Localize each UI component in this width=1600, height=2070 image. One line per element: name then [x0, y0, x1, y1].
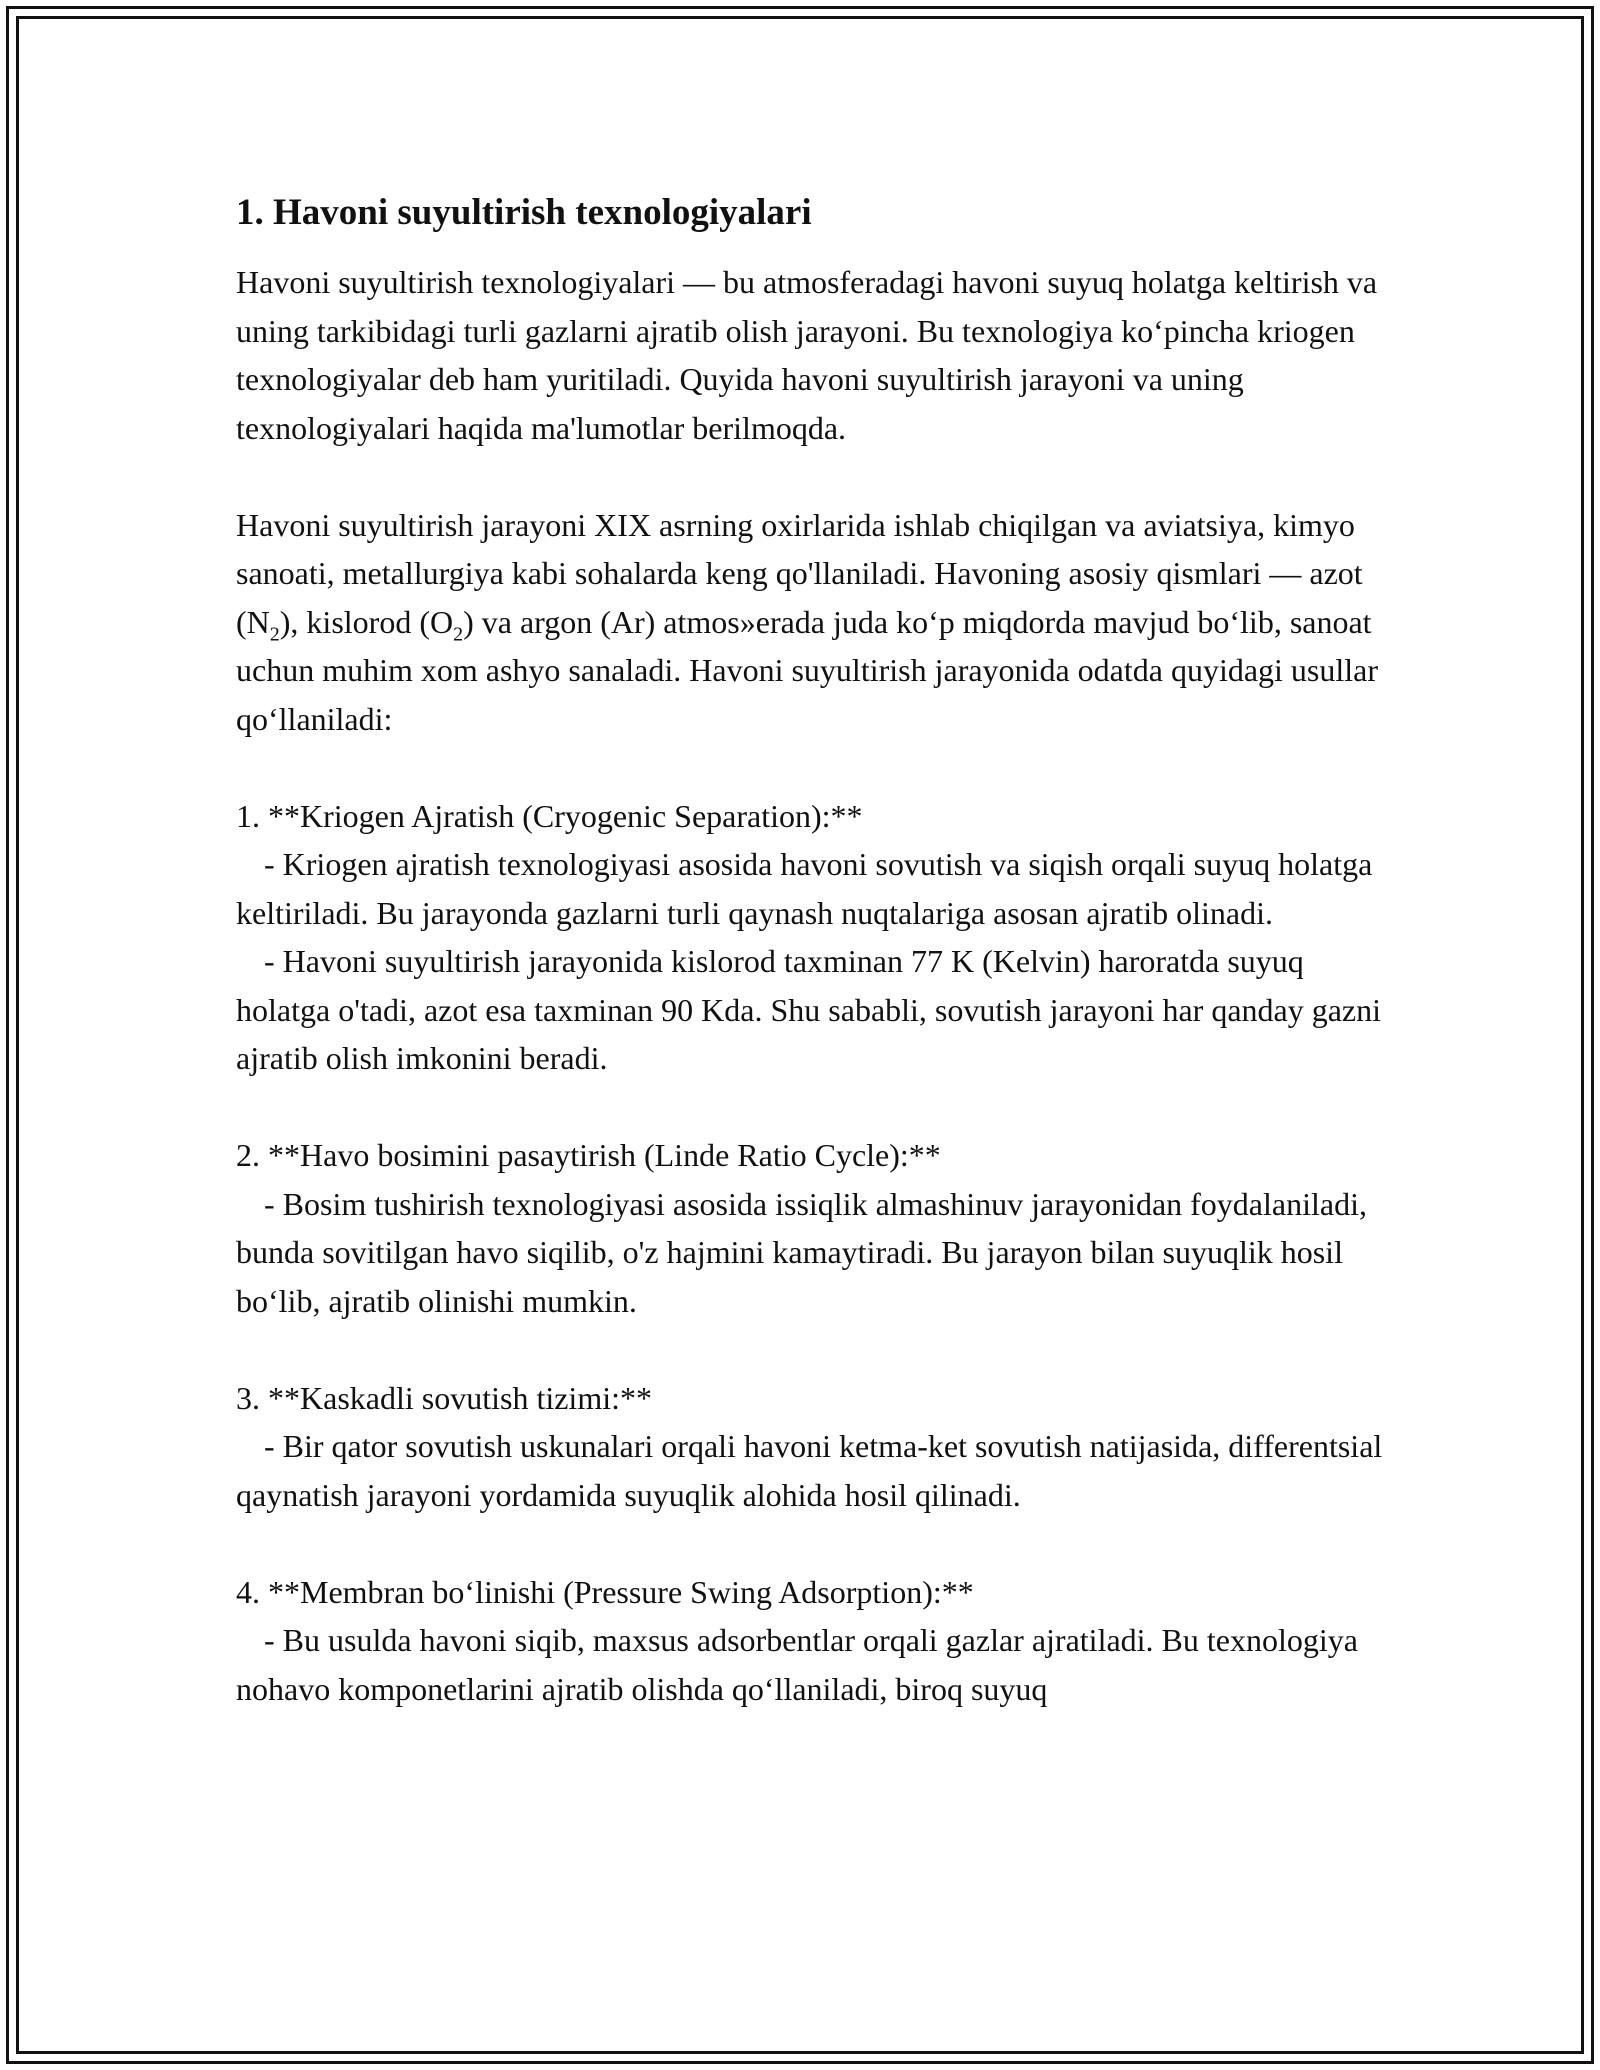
method-block-3 [236, 1374, 1386, 1520]
method-point-text: - Havoni suyultirish jarayonida kislorod taxminan 77 K (Kelvin) haroratda suyuq holatga o'tadi, azot esa taxminan 90 Kda. Shu sababli, sovutish jarayoni har qanday gazni ajratib olish imkonini beradi. [236, 943, 1382, 1076]
method-point-text: - Bu usulda havoni siqib, maxsus adsorbentlar orqali gazlar ajratiladi. Bu texnologiya nohavo komponetlarini ajratib olishda qo‘llaniladi, biroq suyuq [236, 1622, 1358, 1707]
history-text-2: ), kislorod (O [279, 603, 454, 640]
history-text-3: ) va argon (Ar) atmos»erada juda ko‘p miqdorda mavjud bo‘lib, sanoat uchun muhim xom ashyo sanaladi. Havoni suyultirish jarayonida odatda quyidagi usullar qo‘llaniladi: [236, 603, 1379, 737]
document-body [236, 186, 1386, 1713]
method-block-1 [236, 792, 1386, 1083]
method-point-text: - Kriogen ajratish texnologiyasi asosida havoni sovutish va siqish orqali suyuq holatga keltiriladi. Bu jarayonda gazlarni turli qaynash nuqtalariga asosan ajratib olinadi. [236, 846, 1373, 931]
paragraph-gap [236, 452, 1386, 501]
method-point [236, 937, 1386, 1083]
history-paragraph [236, 501, 1386, 744]
method-point-text: - Bosim tushirish texnologiyasi asosida issiqlik almashinuv jarayonidan foydalaniladi, bunda sovitilgan havo siqilib, o'z hajmini kamaytiradi. Bu jarayon bilan suyuqlik hosil bo‘lib, ajratib olinishi mumkin. [236, 1185, 1367, 1319]
method-title: 2. **Havo bosimini pasaytirish (Linde Ratio Cycle):** [236, 1137, 941, 1173]
paragraph-gap [236, 1325, 1386, 1374]
method-point [236, 1180, 1386, 1326]
method-point [236, 840, 1386, 937]
method-block-2 [236, 1131, 1386, 1325]
section-heading: 1. Havoni suyultirish texnologiyalari [236, 192, 812, 233]
paragraph-gap [236, 743, 1386, 792]
oxygen-subscript: 2 [453, 622, 464, 645]
method-point-text: - Bir qator sovutish uskunalari orqali havoni ketma-ket sovutish natijasida, differentsial qaynatish jarayoni yordamida suyuqlik alohida hosil qilinadi. [236, 1428, 1383, 1513]
method-point [236, 1616, 1386, 1713]
method-title: 1. **Kriogen Ajratish (Cryogenic Separation):** [236, 797, 863, 834]
method-title: 3. **Kaskadli sovutish tizimi:** [236, 1379, 652, 1416]
paragraph-gap [236, 1519, 1386, 1568]
method-block-4 [236, 1568, 1386, 1714]
nitrogen-subscript: 2 [269, 622, 280, 645]
intro-paragraph: Havoni suyultirish texnologiyalari — bu atmosferadagi havoni suyuq holatga keltirish va uning tarkibidagi turli gazlarni ajratib olish jarayoni. Bu texnologiya ko‘pincha kriogen texnologiyalar deb ham yuritiladi. Quyida havoni suyultirish jarayoni va uning texnologiyalari haqida ma'lumotlar berilmoqda. [236, 264, 1378, 446]
method-title: 4. **Membran bo‘linishi (Pressure Swing Adsorption):** [236, 1573, 974, 1610]
history-text-1: Havoni suyultirish jarayoni XIX asrning oxirlarida ishlab chiqilgan va aviatsiya, kimyo sanoati, metallurgiya kabi sohalarda keng qo'llaniladi. Havoning asosiy qismlari — azot (N [236, 506, 1363, 640]
paragraph-gap [236, 1083, 1386, 1132]
method-point [236, 1422, 1386, 1519]
